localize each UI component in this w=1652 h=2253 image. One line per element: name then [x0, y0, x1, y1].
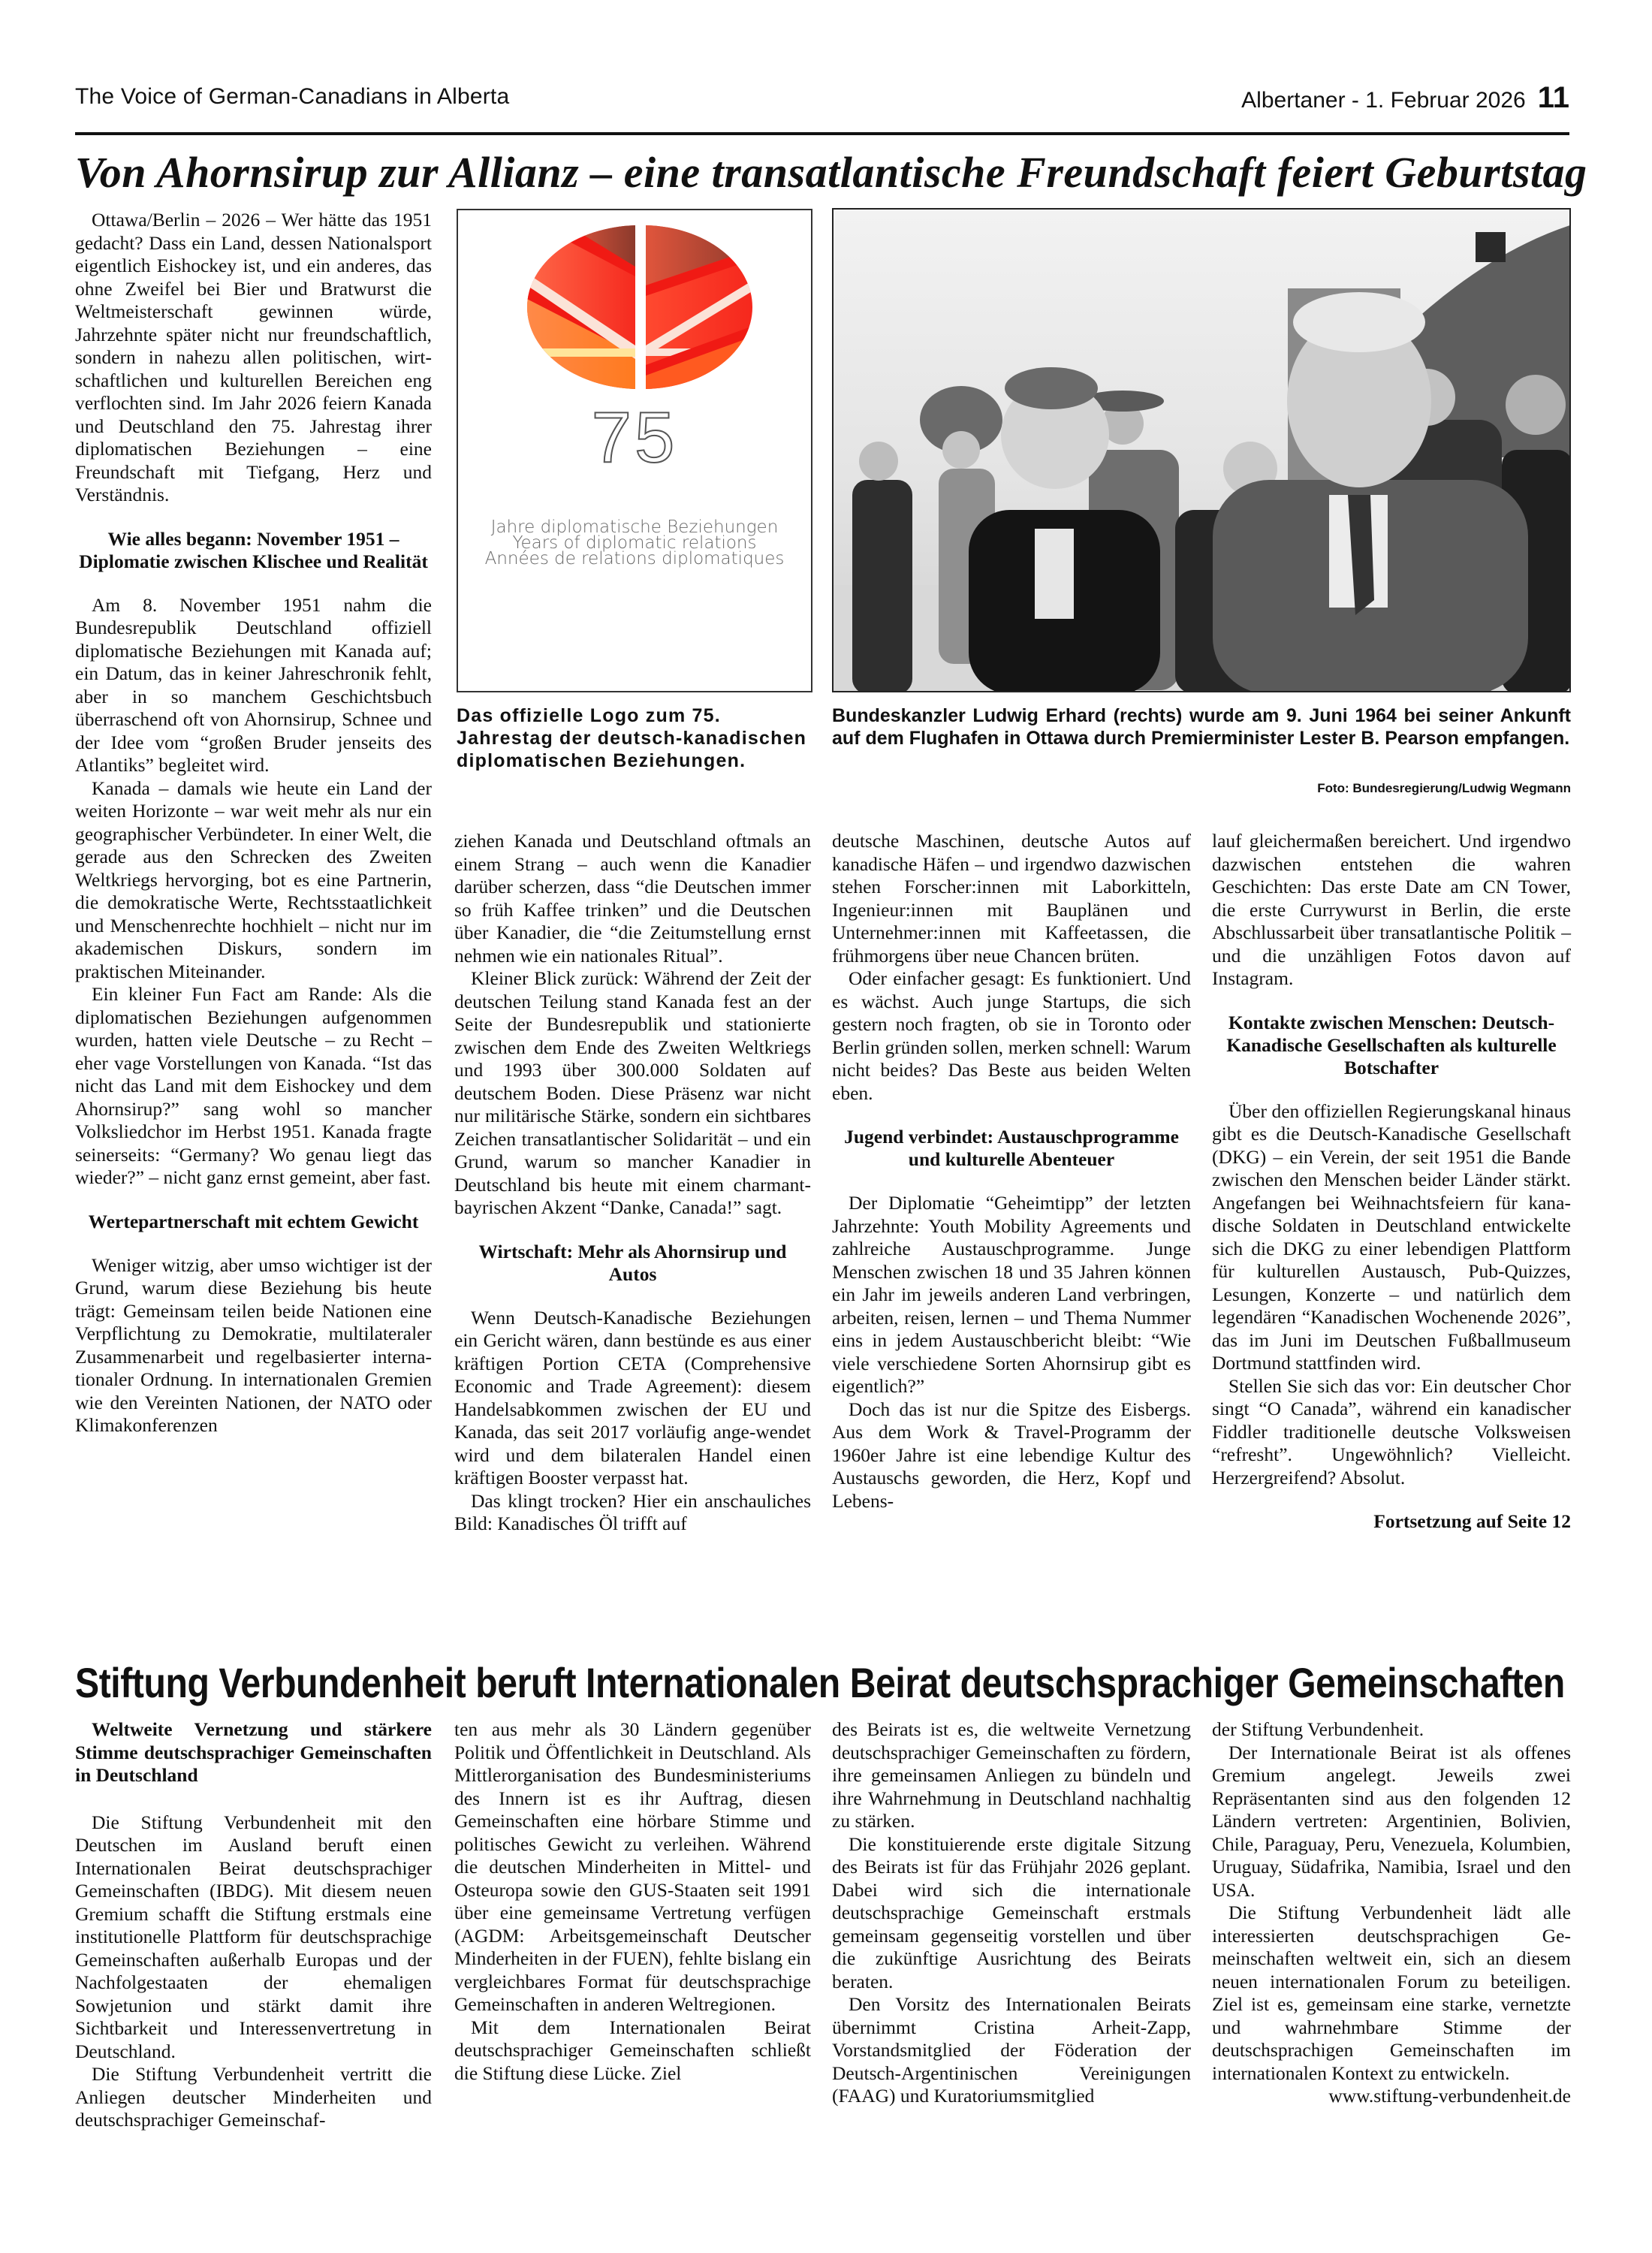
- publication-tagline: The Voice of German-Canadians in Alberta: [75, 84, 510, 109]
- body-paragraph: der Stiftung Verbundenheit.: [1212, 1718, 1424, 1740]
- photo-placeholder-icon: [834, 210, 1571, 692]
- photo-credit: Foto: Bundesregierung/Ludwig Wegmann: [1317, 781, 1571, 795]
- body-paragraph: Weniger witzig, aber umso wichtiger ist der Grund, warum diese Beziehung bis heute trägt: Gemeinsam teilen beide Nationen eine Verpflichtung zu Demokratie, multilateraler Zusammenarbeit und regelbasierter internationaler Ordnung. In internationalen Gremien wie den Vereinten Nationen, der NATO oder Klimakonferenzen: [75, 1253, 432, 1436]
- subheading: Wie alles begann: November 1951 – Diplomatie zwischen Klischee und Realität: [79, 527, 428, 572]
- body-paragraph: Kanada – damals wie heute ein Land der weiten Horizonte – war weit mehr als nur ein geographischer Verbündeter. In einer Welt, die gerade aus den Schrecken des Zweiten Weltkriegs hervorging, bot es eine Partnerin, die demokratische Werte, Rechtsstaatlichkeit und Menschenrechte hochhielt – nicht nur im akademischen Diskurs, sondern im praktischen Miteinander.: [75, 777, 432, 982]
- body-paragraph: Am 8. November 1951 nahm die Bundesrepublik Deutschland offiziell diplomatische Beziehungen mit Kanada auf; ein Datum, das in keiner Jahreschronik fehlt, aber in so manchem Geschichtsbuch überraschend oft von Ahornsirup, Schnee und der Idee vom “großen Bruder jenseits des Atlantiks” begleitet wird.: [75, 593, 432, 776]
- header-divider: [75, 132, 1569, 135]
- website-link[interactable]: www.stiftung-verbundenheit.de: [1328, 2085, 1571, 2107]
- body-paragraph: lauf gleichermaßen bereichert. Und irgendwo dazwischen entstehen die wahren Geschichten: Das erste Date am CN Tower, die erste Currywurst in Berlin, die erste Abschlussarbeit über transatlantische Politik – und die unzähligen Fotos davon auf Instagram.: [1212, 830, 1571, 989]
- subheading: Wertepartnerschaft mit echtem Gewicht: [88, 1210, 419, 1232]
- subheading: Kontakte zwischen Menschen: Deutsch-Kanadische Gesellschaften als kulturelle Botschafter: [1226, 1011, 1557, 1078]
- body-paragraph: deutsche Maschinen, deutsche Autos auf kanadische Häfen – und irgendwo dazwischen stehen Forscher:innen mit Laborkitteln, Ingenieur:innen mit Bauplänen und Unternehmer:innen mit Kaffeetassen, die frühmorgens über neue Chancen brüten.: [832, 830, 1191, 967]
- body-paragraph: Die konstituierende erste digitale Sitzung des Beirats ist für das Frühjahr 2026 geplant. Dabei wird sich die internationale deutschsprachige Gemeinschaft erstmals gemeinsam gegenseitig vorstellen und über die zukünftige Ausrichtung des Beirats beraten.: [832, 1832, 1191, 1992]
- body-paragraph: Der Internationale Beirat ist als offenes Gremium angelegt. Jeweils zwei Repräsentanten sind aus den folgenden 12 Ländern vertreten: Argentinien, Bolivien, Chile, Paraguay, Peru, Venezuela, Kolumbien, Uruguay, Südafrika, Namibia, Israel und den USA.: [1212, 1741, 1571, 1901]
- body-paragraph: ziehen Kanada und Deutschland oftmals an einem Strang – auch wenn die Kanadier darüber scherzen, dass “die Deutschen immer so früh Kaffee trinken” und die Deutschen über Kanadier, die “die Zeitumstellung ernst nehmen wie ein nationales Ritual”.: [454, 830, 811, 967]
- logo-line-fr: Années de relations diplomatiques: [484, 549, 785, 569]
- body-paragraph: Die Stiftung Verbundenheit mit den Deutschen im Ausland beruft einen Internationalen Beirat deutschsprachiger Gemeinschaften (IBDG). Mit diesem neuen Gremium schafft die Stiftung erstmals eine institutionelle Plattform für deutschsprachige Gemeinschaften außerhalb Europas und der Nachfolgestaaten der ehemaligen Sowjetunion und stärkt damit ihre Sichtbarkeit und Interessenvertretung in Deutschland.: [75, 1811, 432, 2062]
- masthead: [1241, 81, 1569, 115]
- subheading: Jugend verbindet: Austauschprogramme und kulturelle Abenteuer: [844, 1126, 1179, 1170]
- logo-caption: Das offizielle Logo zum 75. Jahrestag der deutsch-kanadischen diplomatischen Beziehungen.: [457, 705, 807, 771]
- article-column-4: [1212, 830, 1571, 1534]
- body-paragraph: Das klingt trocken? Hier ein anschauliches Bild: Kanadisches Öl trifft auf: [454, 1489, 811, 1534]
- subheading: Wirtschaft: Mehr als Ahornsirup und Autos: [478, 1240, 787, 1285]
- historic-photo: [832, 208, 1571, 692]
- logo-line-de: Jahre diplomatische Beziehungen: [490, 517, 779, 537]
- page-number: 11: [1537, 81, 1569, 114]
- article2-column-1: [75, 1718, 432, 2132]
- body-paragraph: ten aus mehr als 30 Ländern gegenüber Politik und Öffentlichkeit in Deutschland. Als Mittlerorganisation des Bundesministeriums des Innern ist es ihr Auftrag, diesen Gemeinschaften eine hörbare Stimme und politisches Gewicht zu verleihen. Während die deutschen Minderheiten in Mittel- und Osteuropa sowie den GUS-Staaten seit 1991 über eine gemeinsame Vertretung verfügen (AGDM: Arbeitsgemeinschaft Deutscher Minderheiten in der FUEN), fehlte bislang ein vergleichbares Format für deutschsprachige Gemeinschaften in anderen Weltregionen.: [454, 1718, 811, 2015]
- masthead-date: Albertaner - 1. Februar 2026: [1241, 88, 1526, 113]
- body-paragraph: Die Stiftung Verbundenheit vertritt die Anliegen deutscher Minderheiten und deutschsprachiger Gemeinschaf-: [75, 2063, 432, 2131]
- body-paragraph: Den Vorsitz des Internationalen Beirats übernimmt Cristina Arheit-Zapp, Vorstandsmitglied der Föderation der Deutsch-Argentinischen Vereinigungen (FAAG) und Kuratoriumsmitglied: [832, 1993, 1191, 2107]
- body-paragraph: Stellen Sie sich das vor: Ein deutscher Chor singt “O Canada”, während ein kanadischer Fiddler traditionelle deutsche Volksweisen “refresht”. Ungewöhnlich? Vielleicht. Herzergreifend? Absolut.: [1212, 1374, 1571, 1488]
- article-column-3: [832, 830, 1191, 1513]
- body-paragraph: Doch das ist nur die Spitze des Eisbergs. Aus dem Work & Travel-Programm der 1960er Jahre ist eine lebendige Kultur des Austauschs geworden, die Herz, Kopf und Lebens-: [832, 1398, 1191, 1512]
- body-paragraph: Wenn Deutsch-Kanadische Beziehungen ein Gericht wären, dann bestünde es aus einer kräftigen Portion CETA (Comprehensive Economic and Trade Agreement): diesem Handelsabkommen zwischen der EU und Kanada, das seit 2017 vorläufig ange-wendet wird und dem bilateralen Handel einen kräftigen Booster verpasst hat.: [454, 1306, 811, 1488]
- anniversary-logo: [457, 209, 812, 692]
- article-column-2: [454, 830, 811, 1536]
- body-paragraph: Kleiner Blick zurück: Während der Zeit der deutschen Teilung stand Kanada fest an der Seite der Bundesrepublik und stationierte zwischen dem Ende des Zweiten Weltkriegs und 1993 über 300.000 Soldaten auf deutschem Boden. Diese Präsenz war nicht nur militärische Stärke, sondern ein sichtbares Zeichen transatlantischer Solidarität – und ein Grund, warum so mancher Kanadier in Deutschland bis heute mit einem charmant-bayrischen Akzent “Danke, Canada!” sagt.: [454, 967, 811, 1218]
- continued-on-page: Fortsetzung auf Seite 12: [1373, 1510, 1571, 1532]
- article2-lead: Weltweite Vernetzung und stärkere Stimme deutschsprachiger Gemeinschaften in Deutschland: [75, 1718, 432, 1786]
- article2-column-4: [1212, 1718, 1571, 2108]
- body-paragraph: Ottawa/Berlin – 2026 – Wer hätte das 1951 gedacht? Dass ein Land, dessen Nationalsport eigentlich Eishockey ist, und ein anderes, das ohne Zweifel bei Bier und Bratwurst die Weltmeisterschaft gewinnen würde, Jahrzehnte später nicht nur freundschaftlich, sondern in nahezu allen politischen, wirtschaftlichen und kulturellen Bereichen eng verflochten sind. Im Jahr 2026 feiern Kanada und Deutschland den 75. Jahrestag ihrer diplomatischen Beziehungen – eine Freundschaft mit Tiefgang, Herz und Verständnis.: [75, 209, 432, 505]
- body-paragraph: Die Stiftung Verbundenheit lädt alle interessierten deutschsprachigen Gemeinschaften weltweit ein, sich an diesem neuen internationalen Forum zu beteiligen. Ziel ist es, gemeinsam eine starke, vernetzte und wahrnehmbare Stimme der deutschsprachigen Gemeinschaften im internationalen Kontext zu entwickeln.: [1212, 1902, 1571, 2084]
- body-paragraph: Mit dem Internationalen Beirat deutschsprachiger Gemeinschaften schließt die Stiftung diese Lücke. Ziel: [454, 2016, 811, 2084]
- article2-column-3: [832, 1718, 1191, 2108]
- article-headline: Von Ahornsirup zur Allianz – eine transatlantische Freundschaft feiert Geburtstag: [75, 148, 1587, 197]
- body-paragraph: des Beirats ist es, die weltweite Vernetzung deutschsprachiger Gemeinschaften zu fördern, ihre gemeinsamen Anliegen zu bündeln und ihre Wahrnehmung in Deutschland nachhaltig zu stärken.: [832, 1718, 1191, 1832]
- body-paragraph: Der Diplomatie “Geheimtipp” der letzten Jahrzehnte: Youth Mobility Agreements und zahlreiche Austauschprogramme. Junge Menschen zwischen 18 und 35 Jahren können ein Jahr im jeweils anderen Land verbringen, arbeiten, reisen, lernen – und Thema Nummer eins in jedem Austauschbericht bleibt: “Wie viele verschiedene Sorten Ahornsirup gibt es eigentlich?”: [832, 1192, 1191, 1397]
- body-paragraph: Oder einfacher gesagt: Es funktioniert. Und es wächst. Auch junge Startups, die sich gestern noch fragten, ob sie in Toronto oder Berlin gründen sollen, merken schnell: Warum nicht beides? Das Beste aus beiden Welten eben.: [832, 967, 1191, 1104]
- article2-column-2: [454, 1718, 811, 2085]
- article-column-1: [75, 209, 432, 1437]
- maple-leaf-logo-icon: [523, 225, 757, 389]
- article2-headline: Stiftung Verbundenheit beruft Internationalen Beirat deutschsprachiger Gemeinschaften: [75, 1659, 1565, 1706]
- photo-caption: Bundeskanzler Ludwig Erhard (rechts) wurde am 9. Juni 1964 bei seiner Ankunft auf dem Flughafen in Ottawa durch Premierminister Lester B. Pearson empfangen.: [832, 705, 1571, 749]
- logo-number: 75: [591, 397, 678, 478]
- body-paragraph: Über den offiziellen Regierungskanal hinaus gibt es die Deutsch-Kanadische Gesellschaft (DKG) – ein Verein, der seit 1951 die Bande zwischen den Menschen beider Länder stärkt. Angefangen bei Weihnachtsfeiern für kanadische Soldaten in Deutschland entwickelte sich die DKG zu einer lebendigen Plattform für kulturellen Austausch, Pub-Quizzes, Lesungen, Konzerte – und natürlich dem legendären “Kanadischen Wochenende 2026”, das im Juni im Deutschen Fußballmuseum Dortmund stattfinden wird.: [1212, 1099, 1571, 1374]
- logo-text: [458, 517, 811, 569]
- logo-line-en: Years of diplomatic relations: [512, 533, 757, 553]
- body-paragraph: Ein kleiner Fun Fact am Rande: Als die diplomatischen Beziehungen aufgenommen wurden, hatten viele Deutsche – zu Recht – eher vage Vorstellungen von Kanada. “Ist das nicht das Land mit dem Eishockey und dem Ahornsirup?” sang wohl so mancher Volksliedchor im Herbst 1951. Kanada fragte seinerseits: “Germany? Wo genau liegt das wieder?” – nicht ganz ernst gemeint, aber fast.: [75, 983, 432, 1188]
